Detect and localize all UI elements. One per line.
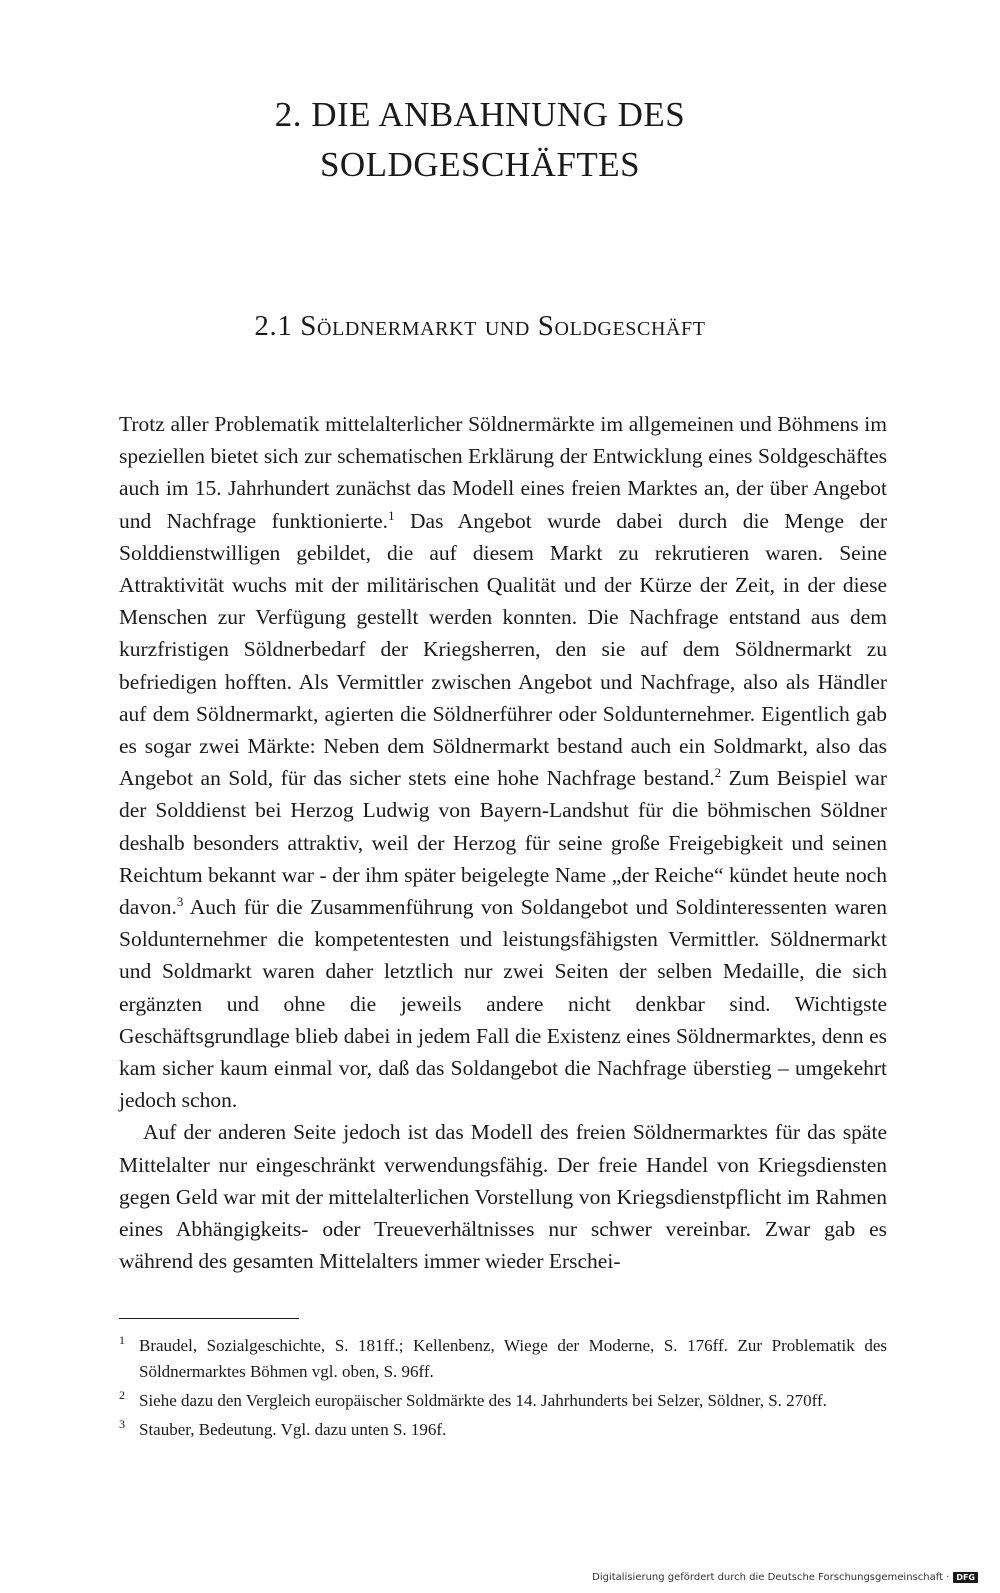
credit-text: Digitalisierung gefördert durch die Deutsche Forschungsgemeinschaft · [592, 1572, 950, 1583]
footnote-ref-3: 3 [176, 893, 184, 909]
chapter-title-line-1: 2. DIE ANBAHNUNG DES [274, 95, 686, 134]
chapter-title-line-2: SOLDGESCHÄFTES [319, 145, 641, 184]
paragraph-1 [119, 408, 887, 1116]
digitization-credit [592, 1572, 978, 1583]
footnote-text: Siehe dazu den Vergleich europäischer Soldmärkte des 14. Jahrhunderts bei Selzer, Söldner, S. 270ff. [139, 1391, 827, 1410]
footnote-number: 3 [119, 1417, 125, 1431]
footnote-ref-2: 2 [714, 765, 722, 781]
paragraph-1-part-1: Trotz aller Problematik mittelalterlicher Söldnermärkte im allgemeinen und Böhmens im speziellen bietet sich zur schematischen Erklärung der Entwicklung eines Soldgeschäftes auch im 15. Jahrhundert zunächst das Modell eines freien Marktes an, der über Angebot und Nachfrage funktionierte. [119, 412, 887, 533]
section-title: 2.1 Söldnermarkt und Soldgeschäft [254, 310, 706, 342]
footnote-ref-1: 1 [388, 507, 395, 523]
footnote-number: 1 [119, 1333, 125, 1347]
footnote-text: Stauber, Bedeutung. Vgl. dazu unten S. 196f. [139, 1420, 447, 1439]
body-text [119, 408, 887, 1277]
paragraph-2: Auf der anderen Seite jedoch ist das Modell des freien Söldnermarktes für das späte Mittelalter nur eingeschränkt verwendungsfähig. Der freie Handel von Kriegsdiensten gegen Geld war mit der mittelalterlichen Vorstellung von Kriegsdienstpflicht im Rahmen eines Abhängigkeits- oder Treueverhältnisses nur schwer vereinbar. Zwar gab es während des gesamten Mittelalters immer wieder Erschei- [119, 1120, 887, 1274]
footnote-3 [119, 1417, 887, 1443]
chapter-title [120, 90, 840, 190]
paragraph-1-part-2: Das Angebot wurde dabei durch die Menge der Solddienstwilligen gebildet, die auf diesem Markt zu rekrutieren waren. Seine Attraktivität wuchs mit der militärischen Qualität und der Kürze der Zeit, in der diese Menschen zur Verfügung gestellt werden konnten. Die Nachfrage entstand aus dem kurzfristigen Söldnerbedarf der Kriegsherren, den sie auf dem Söldnermarkt zu befriedigen hofften. Als Vermittler zwischen Angebot und Nachfrage, also als Händler auf dem Söldnermarkt, agierten die Söldnerführer oder Soldunternehmer. Eigentlich gab es sogar zwei Märkte: Neben dem Söldnermarkt bestand auch ein Soldmarkt, also das Angebot an Sold, für das sicher stets eine hohe Nachfrage bestand. [119, 508, 887, 791]
paragraph-1-part-3: Zum Beispiel war der Solddienst bei Herzog Ludwig von Bayern-Landshut für die böhmischen Söldner deshalb besonders attraktiv, weil der Herzog für seine große Freigebigkeit und seinen Reichtum bekannt war - der ihm später beigelegte Name „der Reiche“ kündet heute noch davon. [119, 766, 887, 920]
footnote-1 [119, 1333, 887, 1385]
footnotes [119, 1333, 887, 1446]
footnote-2 [119, 1388, 887, 1414]
dfg-logo-icon: DFG [953, 1572, 978, 1583]
paragraph-1-part-4: Auch für die Zusammenführung von Soldangebot und Soldinteressenten waren Soldunternehmer die kompetentesten und leistungsfähigsten Vermittler. Söldnermarkt und Soldmarkt waren daher letztlich nur zwei Seiten der selben Medaille, die sich ergänzten und ohne die jeweils andere nicht denkbar sind. Wichtigste Geschäftsgrundlage blieb dabei in jedem Fall die Existenz eines Söldnermarktes, denn es kam sicher kaum einmal vor, daß das Soldangebot die Nachfrage überstieg – umgekehrt jedoch schon. [119, 895, 887, 1113]
footnote-divider [119, 1318, 299, 1319]
footnote-number: 2 [119, 1388, 125, 1402]
footnote-text: Braudel, Sozialgeschichte, S. 181ff.; Kellenbenz, Wiege der Moderne, S. 176ff. Zur Problematik des Söldnermarktes Böhmen vgl. oben, S. 96ff. [139, 1336, 887, 1381]
